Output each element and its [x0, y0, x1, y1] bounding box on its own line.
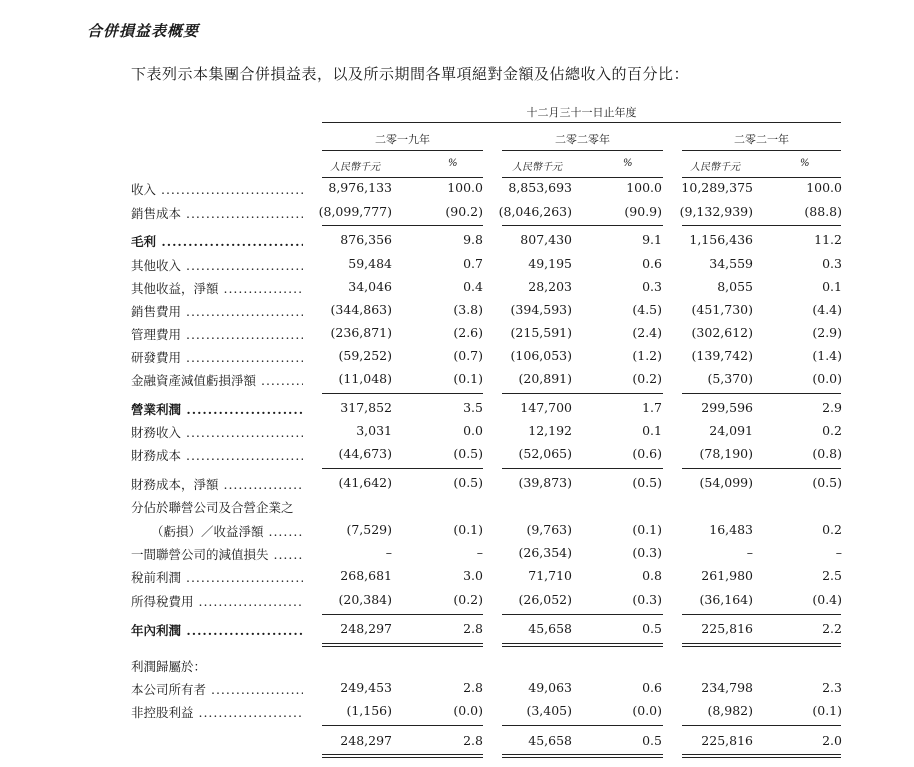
amount-cell: 8,976,133	[328, 180, 392, 195]
amount-cell: 24,091	[709, 423, 753, 438]
unit-amount-2019: 人民幣千元	[330, 162, 380, 173]
row-label: 其他收入 .....	[131, 256, 303, 274]
rule-after-tax	[322, 614, 483, 615]
percent-cell: (0.2)	[453, 592, 483, 607]
percent-cell: 0.2	[822, 423, 842, 438]
double-rule-top	[682, 754, 841, 755]
double-rule-bottom	[322, 646, 483, 647]
percent-cell: 2.8	[463, 621, 483, 636]
amount-cell: (5,370)	[707, 371, 753, 386]
percent-cell: (0.6)	[632, 446, 662, 461]
percent-cell: 0.8	[642, 568, 662, 583]
row-label: 稅前利潤 .....	[131, 568, 303, 586]
percent-cell: 0.2	[822, 522, 842, 537]
row-finance-costs	[0, 446, 914, 466]
percent-cell: (4.5)	[632, 302, 662, 317]
amount-cell: 8,853,693	[508, 180, 572, 195]
percent-cell: 3.5	[463, 400, 483, 415]
amount-cell: –	[385, 545, 392, 560]
percent-cell: 100.0	[806, 180, 842, 195]
amount-cell: (215,591)	[510, 325, 572, 340]
row-label: 一間聯營公司的減值損失 .....	[131, 545, 303, 563]
percent-cell: 2.9	[822, 400, 842, 415]
amount-cell: (41,642)	[338, 475, 392, 490]
rule-after-cost	[502, 225, 663, 226]
amount-cell: (44,673)	[338, 446, 392, 461]
amount-cell: 249,453	[340, 680, 392, 695]
year-rule-2020	[502, 150, 663, 151]
row-label: 銷售成本 .....	[131, 204, 303, 222]
double-rule-bottom	[502, 646, 663, 647]
percent-cell: 0.0	[463, 423, 483, 438]
section-title: 合併損益表概要	[87, 22, 200, 40]
percent-cell: (0.3)	[632, 545, 662, 560]
amount-cell: (9,132,939)	[679, 204, 753, 219]
rule-after-tax	[502, 614, 663, 615]
percent-cell: (0.5)	[453, 475, 483, 490]
percent-cell: 2.0	[822, 733, 842, 748]
percent-cell: (3.8)	[453, 302, 483, 317]
percent-cell: 2.8	[463, 733, 483, 748]
double-rule-bottom	[322, 757, 483, 758]
percent-cell: 9.1	[642, 232, 662, 247]
row-admin-expenses	[0, 325, 914, 345]
percent-cell: (1.4)	[812, 348, 842, 363]
percent-cell: (0.0)	[632, 703, 662, 718]
year-header-2019: 二零一九年	[375, 133, 430, 146]
row-profit-attributable-to	[0, 657, 914, 677]
row-revenue	[0, 180, 914, 200]
amount-cell: 261,980	[701, 568, 753, 583]
row-label: 分佔於聯營公司及合營企業之	[131, 500, 294, 515]
amount-cell: 49,195	[528, 256, 572, 271]
rule-after-nci	[502, 725, 663, 726]
amount-cell: 147,700	[520, 400, 572, 415]
amount-cell: 28,203	[528, 279, 572, 294]
rule-after-cost	[682, 225, 841, 226]
amount-cell: 34,046	[348, 279, 392, 294]
amount-cell: (302,612)	[691, 325, 753, 340]
row-cost-of-sales	[0, 204, 914, 224]
percent-cell: (2.6)	[453, 325, 483, 340]
percent-cell: 0.3	[642, 279, 662, 294]
row-non-controlling-interests	[0, 703, 914, 723]
amount-cell: 8,055	[717, 279, 753, 294]
percent-cell: (4.4)	[812, 302, 842, 317]
percent-cell: 2.3	[822, 680, 842, 695]
row-label: 所得稅費用 .....	[131, 592, 303, 610]
percent-cell: (2.4)	[632, 325, 662, 340]
amount-cell: 225,816	[701, 733, 753, 748]
percent-cell: 100.0	[447, 180, 483, 195]
percent-cell: 2.5	[822, 568, 842, 583]
amount-cell: 45,658	[528, 733, 572, 748]
percent-cell: 11.2	[814, 232, 842, 247]
rule-after-nci	[682, 725, 841, 726]
rule-after-cost	[322, 225, 483, 226]
row-other-income	[0, 256, 914, 276]
unit-rule-2021	[682, 177, 841, 178]
percent-cell: 0.5	[642, 733, 662, 748]
amount-cell: 10,289,375	[681, 180, 753, 195]
row-label: 本公司所有者 .....	[131, 680, 303, 698]
double-rule-bottom	[502, 757, 663, 758]
amount-cell: 34,559	[709, 256, 753, 271]
rule-after-nci	[322, 725, 483, 726]
percent-cell: (0.5)	[632, 475, 662, 490]
amount-cell: 12,192	[528, 423, 572, 438]
percent-cell: (0.1)	[812, 703, 842, 718]
percent-cell: (0.5)	[453, 446, 483, 461]
row-label: 銷售費用 .....	[131, 302, 303, 320]
rule-after-tax	[682, 614, 841, 615]
row-label: 非控股利益 .....	[131, 703, 303, 721]
percent-cell: 0.3	[822, 256, 842, 271]
amount-cell: 49,063	[528, 680, 572, 695]
amount-cell: (26,052)	[518, 592, 572, 607]
percent-cell: 1.7	[642, 400, 662, 415]
percent-cell: (90.2)	[445, 204, 483, 219]
intro-text: 下表列示本集團合併損益表，以及所示期間各單項絕對金額及佔總收入的百分比：	[131, 65, 690, 83]
rule-after-finance	[682, 468, 841, 469]
double-rule-top	[322, 754, 483, 755]
amount-cell: –	[746, 545, 753, 560]
row-rd-expenses	[0, 348, 914, 368]
amount-cell: (139,742)	[691, 348, 753, 363]
amount-cell: (9,763)	[526, 522, 572, 537]
percent-cell: 0.7	[463, 256, 483, 271]
percent-cell: 0.1	[822, 279, 842, 294]
row-income-tax	[0, 592, 914, 612]
row-label: 毛利 .....	[131, 232, 303, 250]
percent-cell: (0.7)	[453, 348, 483, 363]
row-label: 財務成本 .....	[131, 446, 303, 464]
amount-cell: 71,710	[528, 568, 572, 583]
percent-cell: (0.1)	[453, 371, 483, 386]
percent-cell: (0.0)	[812, 371, 842, 386]
percent-cell: (0.1)	[453, 522, 483, 537]
double-rule-top	[502, 643, 663, 644]
amount-cell: 59,484	[348, 256, 392, 271]
percent-cell: (0.4)	[812, 592, 842, 607]
row-label: 利潤歸屬於：	[131, 659, 207, 674]
amount-cell: 16,483	[709, 522, 753, 537]
unit-amount-2020: 人民幣千元	[512, 162, 562, 173]
percent-cell: 0.5	[642, 621, 662, 636]
period-header: 十二月三十一日止年度	[526, 106, 637, 119]
amount-cell: (451,730)	[691, 302, 753, 317]
unit-amount-2021: 人民幣千元	[690, 162, 740, 173]
row-label: 管理費用 .....	[131, 325, 303, 343]
percent-cell: 0.6	[642, 256, 662, 271]
row-gross-profit	[0, 232, 914, 252]
row-finance-costs-net	[0, 475, 914, 495]
row-total-attributable	[0, 733, 914, 753]
amount-cell: (106,053)	[510, 348, 572, 363]
row-label: 研發費用 .....	[131, 348, 303, 366]
row-profit-for-year	[0, 621, 914, 641]
row-impairment-associate	[0, 545, 914, 565]
double-rule-top	[502, 754, 663, 755]
unit-pct-2020: %	[623, 158, 633, 169]
row-share-of-associates	[0, 498, 914, 518]
amount-cell: (8,046,263)	[498, 204, 572, 219]
year-header-2021: 二零二一年	[734, 133, 789, 146]
row-label: 營業利潤 .....	[131, 400, 303, 418]
amount-cell: (36,164)	[699, 592, 753, 607]
percent-cell: (0.8)	[812, 446, 842, 461]
year-header-2020: 二零二零年	[555, 133, 610, 146]
year-rule-2021	[682, 150, 841, 151]
header-rule	[322, 122, 841, 123]
unit-rule-2020	[502, 177, 663, 178]
percent-cell: (0.1)	[632, 522, 662, 537]
percent-cell: 9.8	[463, 232, 483, 247]
percent-cell: (0.2)	[632, 371, 662, 386]
rule-after-finance	[322, 468, 483, 469]
row-impairment-financial-assets	[0, 371, 914, 391]
row-label: 財務收入 .....	[131, 423, 303, 441]
percent-cell: (0.3)	[632, 592, 662, 607]
amount-cell: (78,190)	[699, 446, 753, 461]
year-rule-2019	[322, 150, 483, 151]
row-selling-expenses	[0, 302, 914, 322]
rule-after-impairment	[682, 393, 841, 394]
row-operating-profit	[0, 400, 914, 420]
amount-cell: 807,430	[520, 232, 572, 247]
percent-cell: 0.6	[642, 680, 662, 695]
double-rule-top	[682, 643, 841, 644]
double-rule-bottom	[682, 646, 841, 647]
percent-cell: 0.4	[463, 279, 483, 294]
row-label: 財務成本，淨額 .....	[131, 475, 303, 493]
percent-cell: –	[835, 545, 842, 560]
amount-cell: (3,405)	[526, 703, 572, 718]
amount-cell: (236,871)	[330, 325, 392, 340]
percent-cell: 2.2	[822, 621, 842, 636]
amount-cell: 248,297	[340, 733, 392, 748]
amount-cell: (20,891)	[518, 371, 572, 386]
percent-cell: 2.8	[463, 680, 483, 695]
amount-cell: (7,529)	[346, 522, 392, 537]
amount-cell: 3,031	[356, 423, 392, 438]
amount-cell: (8,982)	[707, 703, 753, 718]
unit-pct-2021: %	[800, 158, 810, 169]
unit-pct-2019: %	[448, 158, 458, 169]
row-label: 其他收益，淨額 .....	[131, 279, 303, 297]
rule-after-impairment	[322, 393, 483, 394]
percent-cell: (90.9)	[624, 204, 662, 219]
amount-cell: 234,798	[701, 680, 753, 695]
rule-after-impairment	[502, 393, 663, 394]
amount-cell: 45,658	[528, 621, 572, 636]
amount-cell: (394,593)	[510, 302, 572, 317]
row-share-of-associates-net	[0, 522, 914, 542]
unit-rule-2019	[322, 177, 483, 178]
amount-cell: (8,099,777)	[318, 204, 392, 219]
double-rule-top	[322, 643, 483, 644]
row-finance-income	[0, 423, 914, 443]
amount-cell: 317,852	[340, 400, 392, 415]
percent-cell: 3.0	[463, 568, 483, 583]
percent-cell: (0.5)	[812, 475, 842, 490]
amount-cell: 248,297	[340, 621, 392, 636]
percent-cell: (0.0)	[453, 703, 483, 718]
row-label: （虧損）／收益淨額 .....	[151, 522, 303, 540]
row-owners-of-company	[0, 680, 914, 700]
amount-cell: (26,354)	[518, 545, 572, 560]
percent-cell: –	[476, 545, 483, 560]
row-profit-before-tax	[0, 568, 914, 588]
amount-cell: (59,252)	[338, 348, 392, 363]
row-other-gains-net	[0, 279, 914, 299]
amount-cell: (39,873)	[518, 475, 572, 490]
percent-cell: (88.8)	[804, 204, 842, 219]
amount-cell: 225,816	[701, 621, 753, 636]
amount-cell: (344,863)	[330, 302, 392, 317]
amount-cell: (1,156)	[346, 703, 392, 718]
amount-cell: (54,099)	[699, 475, 753, 490]
percent-cell: (2.9)	[812, 325, 842, 340]
percent-cell: 100.0	[626, 180, 662, 195]
amount-cell: (52,065)	[518, 446, 572, 461]
row-label: 金融資產減值虧損淨額 .....	[131, 371, 303, 389]
percent-cell: 0.1	[642, 423, 662, 438]
row-label: 收入 .....	[131, 180, 303, 198]
double-rule-bottom	[682, 757, 841, 758]
amount-cell: (20,384)	[338, 592, 392, 607]
rule-after-finance	[502, 468, 663, 469]
amount-cell: 1,156,436	[689, 232, 753, 247]
amount-cell: 299,596	[701, 400, 753, 415]
row-label: 年內利潤 .....	[131, 621, 303, 639]
amount-cell: 876,356	[340, 232, 392, 247]
amount-cell: 268,681	[340, 568, 392, 583]
amount-cell: (11,048)	[338, 371, 392, 386]
percent-cell: (1.2)	[632, 348, 662, 363]
